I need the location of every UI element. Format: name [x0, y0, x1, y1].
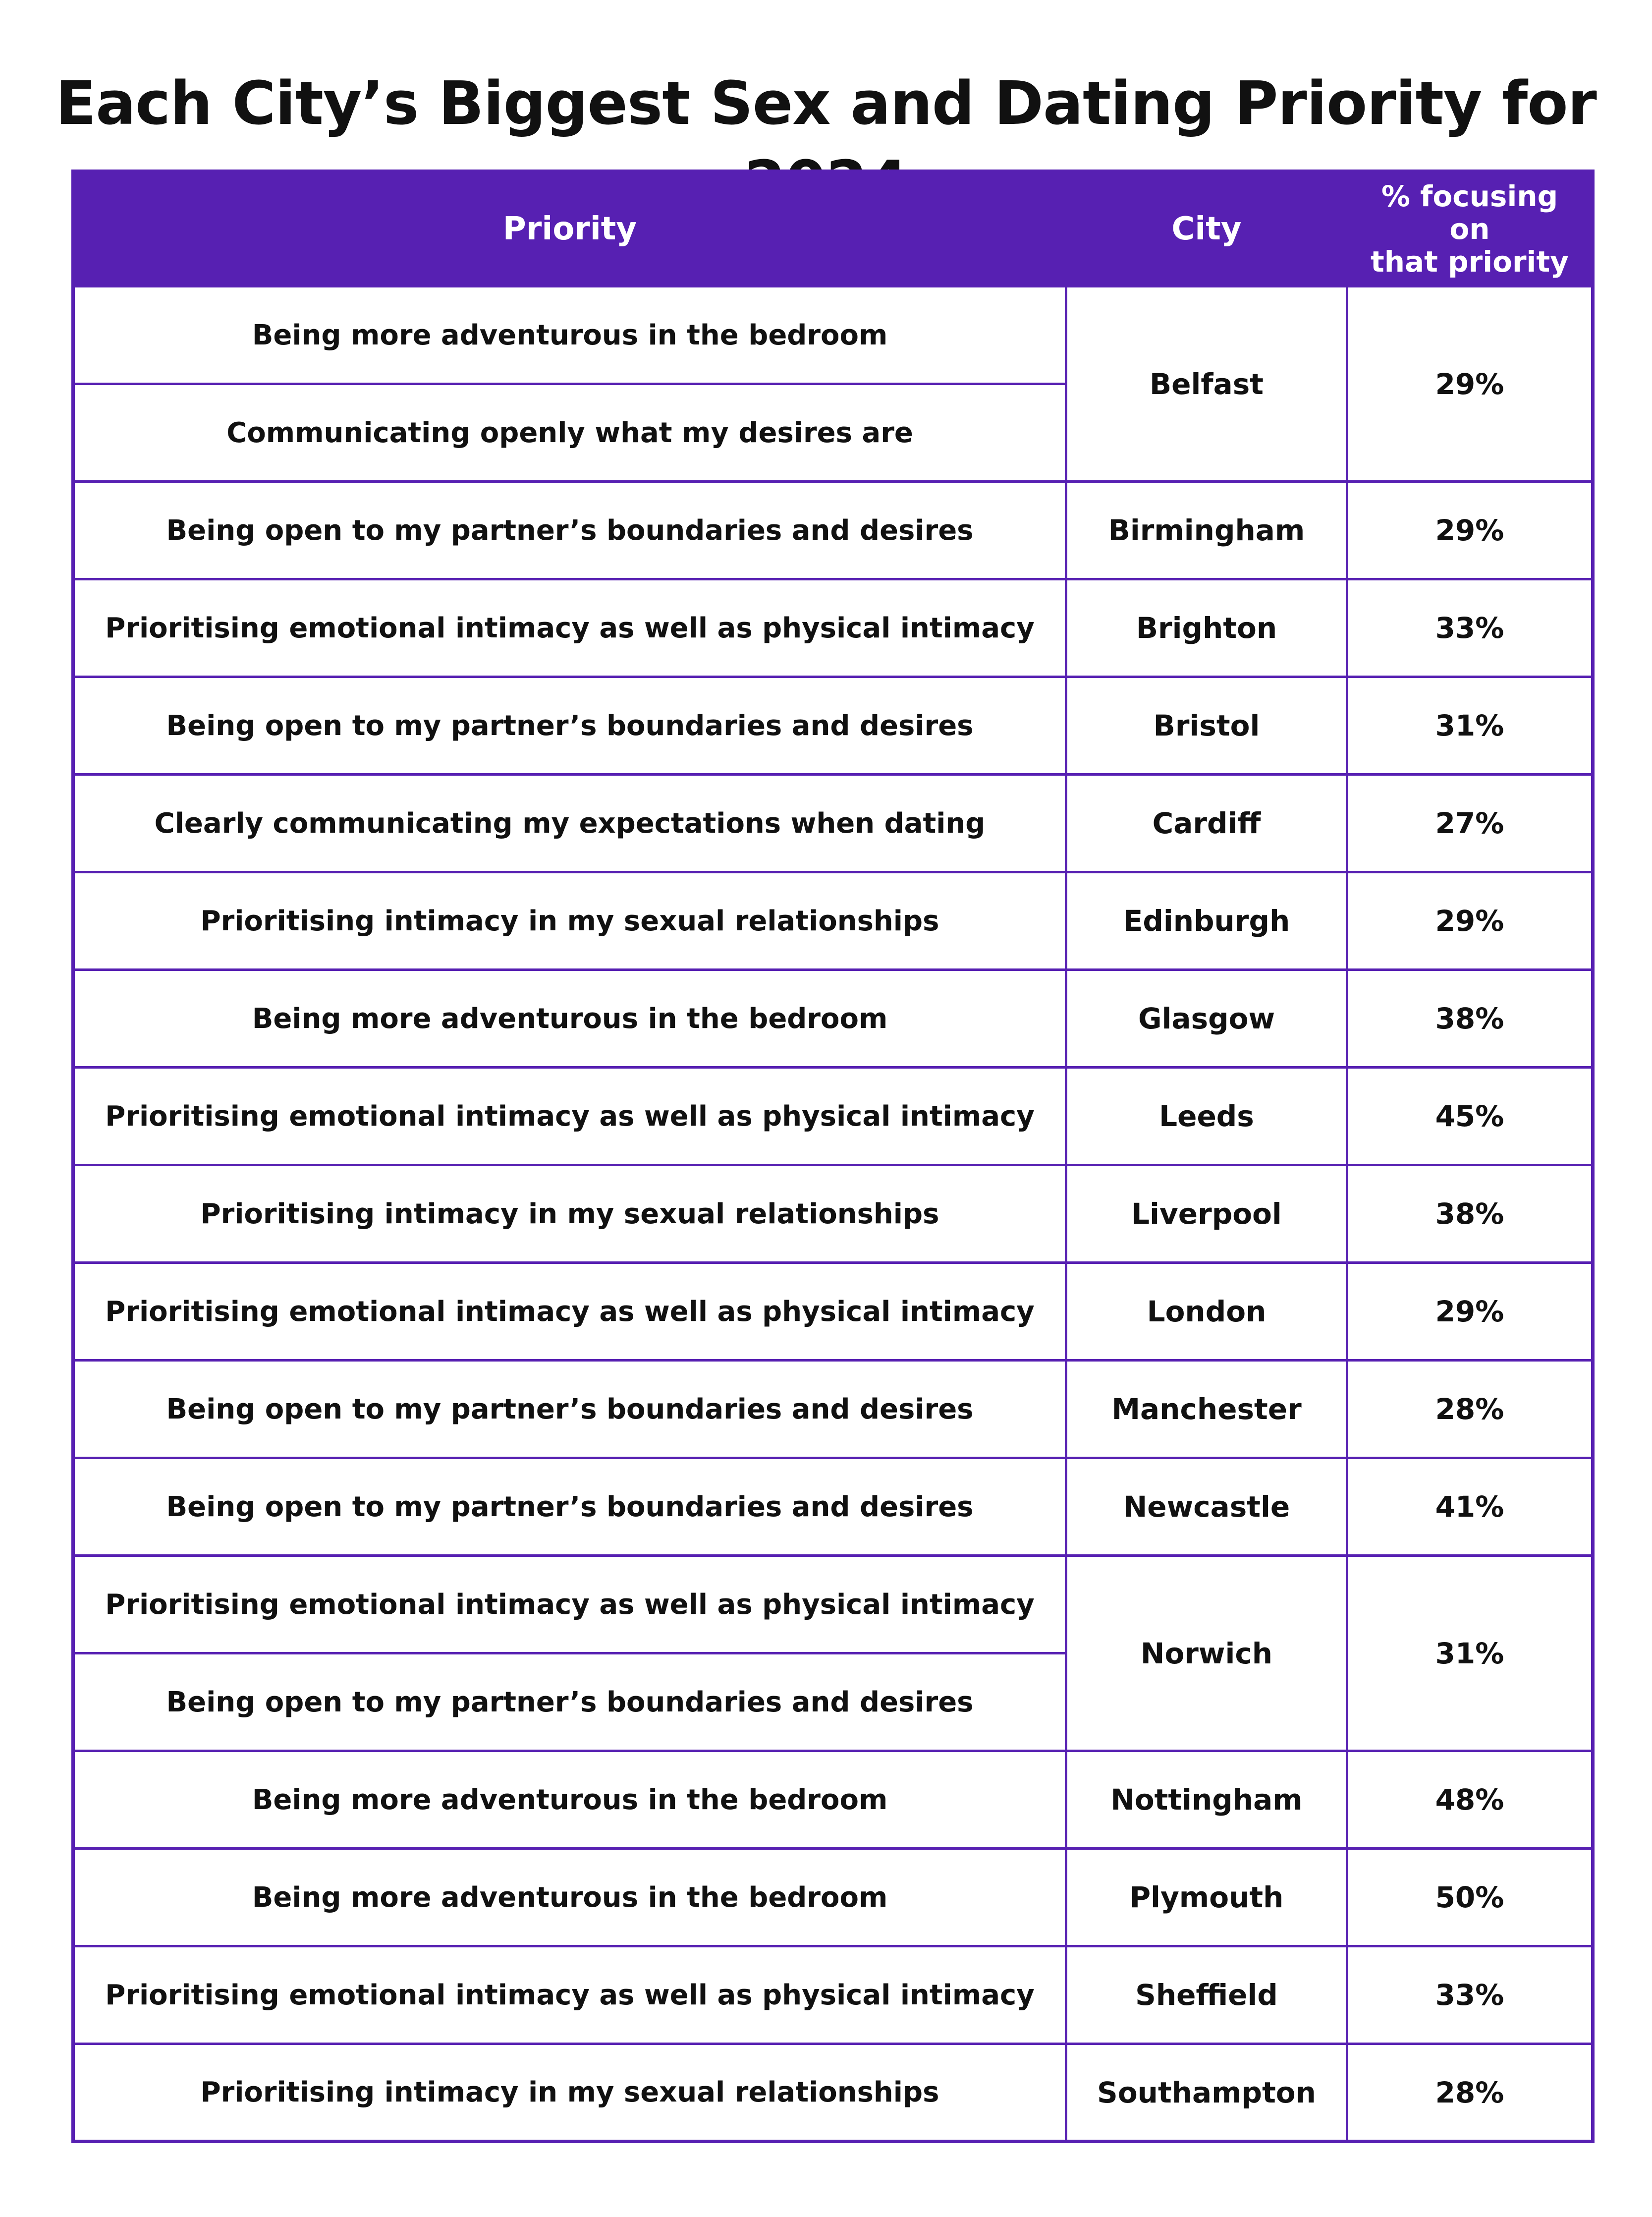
percent-cell: 50% [1347, 1849, 1593, 1946]
header-city: City [1066, 171, 1347, 286]
percent-cell: 33% [1347, 579, 1593, 677]
percent-cell: 29% [1347, 482, 1593, 579]
priority-cell: Being open to my partner’s boundaries and desires [73, 1458, 1066, 1556]
percent-cell: 38% [1347, 1165, 1593, 1263]
percent-cell: 27% [1347, 775, 1593, 872]
city-cell: Cardiff [1066, 775, 1347, 872]
table-row [73, 1751, 1593, 1849]
percent-cell: 28% [1347, 1361, 1593, 1458]
percent-cell: 29% [1347, 286, 1593, 482]
percent-cell: 45% [1347, 1068, 1593, 1165]
priority-cell: Prioritising intimacy in my sexual relationships [73, 2044, 1066, 2142]
priority-cell: Being open to my partner’s boundaries and desires [73, 1653, 1066, 1751]
city-cell: Leeds [1066, 1068, 1347, 1165]
table-row [73, 1556, 1593, 1653]
priority-cell: Being more adventurous in the bedroom [73, 1751, 1066, 1849]
table-row [73, 482, 1593, 579]
table-row [73, 2044, 1593, 2142]
table-header [73, 171, 1593, 286]
priority-cell: Being open to my partner’s boundaries and desires [73, 1361, 1066, 1458]
percent-cell: 31% [1347, 677, 1593, 775]
city-cell: London [1066, 1263, 1347, 1361]
city-cell: Edinburgh [1066, 872, 1347, 970]
priority-cell: Prioritising intimacy in my sexual relationships [73, 872, 1066, 970]
priority-cell: Communicating openly what my desires are [73, 384, 1066, 482]
percent-cell: 29% [1347, 1263, 1593, 1361]
header-percent-line2: that priority [1371, 245, 1569, 279]
priority-cell: Being open to my partner’s boundaries and desires [73, 677, 1066, 775]
priority-cell: Clearly communicating my expectations when dating [73, 775, 1066, 872]
city-cell: Liverpool [1066, 1165, 1347, 1263]
table-row [73, 1458, 1593, 1556]
priority-table [71, 170, 1595, 2143]
table-row [73, 1946, 1593, 2044]
percent-cell: 41% [1347, 1458, 1593, 1556]
table-body [73, 286, 1593, 2142]
table-row [73, 1263, 1593, 1361]
city-cell: Newcastle [1066, 1458, 1347, 1556]
city-cell: Belfast [1066, 286, 1347, 482]
city-cell: Manchester [1066, 1361, 1347, 1458]
priority-cell: Being open to my partner’s boundaries and desires [73, 482, 1066, 579]
table-row [73, 872, 1593, 970]
table-row [73, 579, 1593, 677]
priority-table-container [71, 170, 1591, 2143]
header-percent [1347, 171, 1593, 286]
city-cell: Birmingham [1066, 482, 1347, 579]
city-cell: Norwich [1066, 1556, 1347, 1751]
header-priority: Priority [73, 171, 1066, 286]
priority-cell: Prioritising emotional intimacy as well as physical intimacy [73, 1556, 1066, 1653]
city-cell: Southampton [1066, 2044, 1347, 2142]
city-cell: Nottingham [1066, 1751, 1347, 1849]
priority-cell: Prioritising emotional intimacy as well as physical intimacy [73, 1946, 1066, 2044]
percent-cell: 38% [1347, 970, 1593, 1068]
percent-cell: 29% [1347, 872, 1593, 970]
city-cell: Bristol [1066, 677, 1347, 775]
header-row [73, 171, 1593, 286]
city-cell: Plymouth [1066, 1849, 1347, 1946]
table-row [73, 1068, 1593, 1165]
table-row [73, 677, 1593, 775]
table-row [73, 775, 1593, 872]
percent-cell: 31% [1347, 1556, 1593, 1751]
city-cell: Brighton [1066, 579, 1347, 677]
table-row [73, 1849, 1593, 1946]
table-row [73, 1165, 1593, 1263]
table-row [73, 1361, 1593, 1458]
priority-cell: Prioritising intimacy in my sexual relationships [73, 1165, 1066, 1263]
priority-cell: Being more adventurous in the bedroom [73, 286, 1066, 384]
priority-cell: Prioritising emotional intimacy as well as physical intimacy [73, 1068, 1066, 1165]
table-row [73, 970, 1593, 1068]
percent-cell: 33% [1347, 1946, 1593, 2044]
priority-cell: Prioritising emotional intimacy as well as physical intimacy [73, 579, 1066, 677]
percent-cell: 48% [1347, 1751, 1593, 1849]
percent-cell: 28% [1347, 2044, 1593, 2142]
city-cell: Glasgow [1066, 970, 1347, 1068]
priority-cell: Being more adventurous in the bedroom [73, 1849, 1066, 1946]
chart-title: Each City’s Biggest Sex and Dating Priority for [55, 69, 1597, 138]
priority-cell: Prioritising emotional intimacy as well as physical intimacy [73, 1263, 1066, 1361]
city-cell: Sheffield [1066, 1946, 1347, 2044]
table-row [73, 286, 1593, 384]
priority-cell: Being more adventurous in the bedroom [73, 970, 1066, 1068]
header-percent-line1: % focusing on [1381, 179, 1558, 246]
